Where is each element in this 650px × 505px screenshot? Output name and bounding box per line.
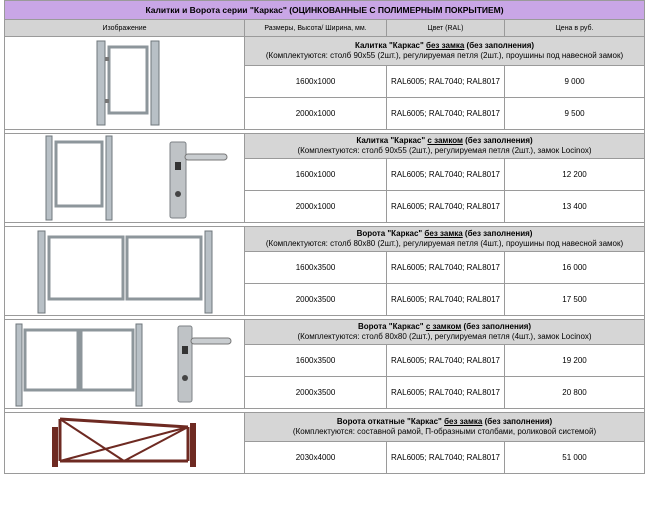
price-cell: 12 200 (505, 159, 645, 191)
double-gate-frame-icon (30, 227, 220, 315)
section-header-row (5, 227, 645, 252)
product-name-suffix: (без заполнения) (462, 229, 533, 238)
product-name (245, 136, 644, 146)
product-contents: (Комплектуются: составной рамой, П-образными столбами, роликовой системой) (292, 427, 597, 436)
color-cell: RAL6005; RAL7040; RAL8017 (387, 284, 505, 316)
product-name (245, 322, 644, 332)
price-cell: 17 500 (505, 284, 645, 316)
price-cell: 19 200 (505, 345, 645, 377)
price-cell: 13 400 (505, 191, 645, 223)
col-price-header: Цена в руб. (505, 20, 645, 37)
size-cell: 2000x3500 (245, 377, 387, 409)
color-cell: RAL6005; RAL7040; RAL8017 (387, 66, 505, 98)
product-name-suffix: (без заполнения) (461, 322, 532, 331)
price-cell: 9 500 (505, 98, 645, 130)
section-description (245, 227, 645, 252)
product-name-prefix: Калитка "Каркас" (354, 41, 427, 50)
section-description (245, 37, 645, 66)
size-cell: 2000x1000 (245, 191, 387, 223)
price-cell: 20 800 (505, 377, 645, 409)
price-cell: 16 000 (505, 252, 645, 284)
color-cell: RAL6005; RAL7040; RAL8017 (387, 159, 505, 191)
size-cell: 1600x1000 (245, 66, 387, 98)
wicket-frame-icon (65, 37, 185, 129)
section-header-row (5, 37, 645, 66)
size-cell: 2030x4000 (245, 442, 387, 474)
color-cell: RAL6005; RAL7040; RAL8017 (387, 345, 505, 377)
product-contents: (Комплектуются: столб 80х80 (2шт.), регулируемая петля (4шт.), проушины под навесной замок) (265, 239, 624, 248)
product-name-lock: без замка (444, 417, 483, 426)
section-description (245, 320, 645, 345)
double-gate-with-lock-icon (10, 320, 240, 408)
price-cell: 9 000 (505, 66, 645, 98)
product-name-suffix: (без заполнения) (482, 417, 553, 426)
price-cell: 51 000 (505, 442, 645, 474)
product-name-prefix: Ворота "Каркас" (356, 229, 425, 238)
product-name-suffix: (без заполнения) (464, 41, 535, 50)
color-cell: RAL6005; RAL7040; RAL8017 (387, 191, 505, 223)
sliding-gate-frame-icon (40, 413, 210, 473)
product-name-lock: без замка (426, 41, 465, 50)
color-cell: RAL6005; RAL7040; RAL8017 (387, 252, 505, 284)
product-name-lock: без замка (424, 229, 463, 238)
product-name-suffix: (без заполнения) (462, 136, 533, 145)
color-cell: RAL6005; RAL7040; RAL8017 (387, 442, 505, 474)
product-contents: (Комплектуются: столб 80х80 (2шт.), регулируемая петля (4шт.), замок Locinox) (297, 332, 592, 341)
product-name-prefix: Ворота откатные "Каркас" (336, 417, 445, 426)
product-name-prefix: Калитка "Каркас" (356, 136, 428, 145)
column-header-row (5, 20, 645, 37)
product-name-lock: с замком (425, 322, 462, 331)
size-cell: 1600x3500 (245, 345, 387, 377)
section-header-row (5, 413, 645, 442)
col-size-header: Размеры, Высота/ Ширина, мм. (245, 20, 387, 37)
product-name (245, 229, 644, 239)
size-cell: 2000x3500 (245, 284, 387, 316)
color-cell: RAL6005; RAL7040; RAL8017 (387, 377, 505, 409)
color-cell: RAL6005; RAL7040; RAL8017 (387, 98, 505, 130)
product-image-cell (5, 227, 245, 316)
product-image-cell (5, 134, 245, 223)
wicket-with-lock-icon (10, 134, 240, 222)
size-cell: 2000x1000 (245, 98, 387, 130)
product-contents: (Комплектуются: столб 90х55 (2шт.), регулируемая петля (2шт.), проушины под навесной замок) (265, 51, 624, 60)
col-image-header: Изображение (5, 20, 245, 37)
product-name-prefix: Ворота "Каркас" (357, 322, 426, 331)
size-cell: 1600x3500 (245, 252, 387, 284)
product-image-cell (5, 320, 245, 409)
col-color-header: Цвет (RAL) (387, 20, 505, 37)
section-header-row (5, 320, 645, 345)
product-name (245, 41, 644, 51)
table-title-row (5, 1, 645, 20)
product-name (245, 417, 644, 427)
section-header-row (5, 134, 645, 159)
section-description (245, 413, 645, 442)
section-description (245, 134, 645, 159)
table-title: Калитки и Ворота серии "Каркас" (ОЦИНКОВАННЫЕ С ПОЛИМЕРНЫМ ПОКРЫТИЕМ) (5, 1, 645, 20)
product-contents: (Комплектуются: столб 90х55 (2шт.), регулируемая петля (2шт.), замок Locinox) (297, 146, 592, 155)
product-image-cell (5, 413, 245, 474)
product-image-cell (5, 37, 245, 130)
product-name-lock: с замком (427, 136, 463, 145)
size-cell: 1600x1000 (245, 159, 387, 191)
price-table (4, 0, 645, 474)
